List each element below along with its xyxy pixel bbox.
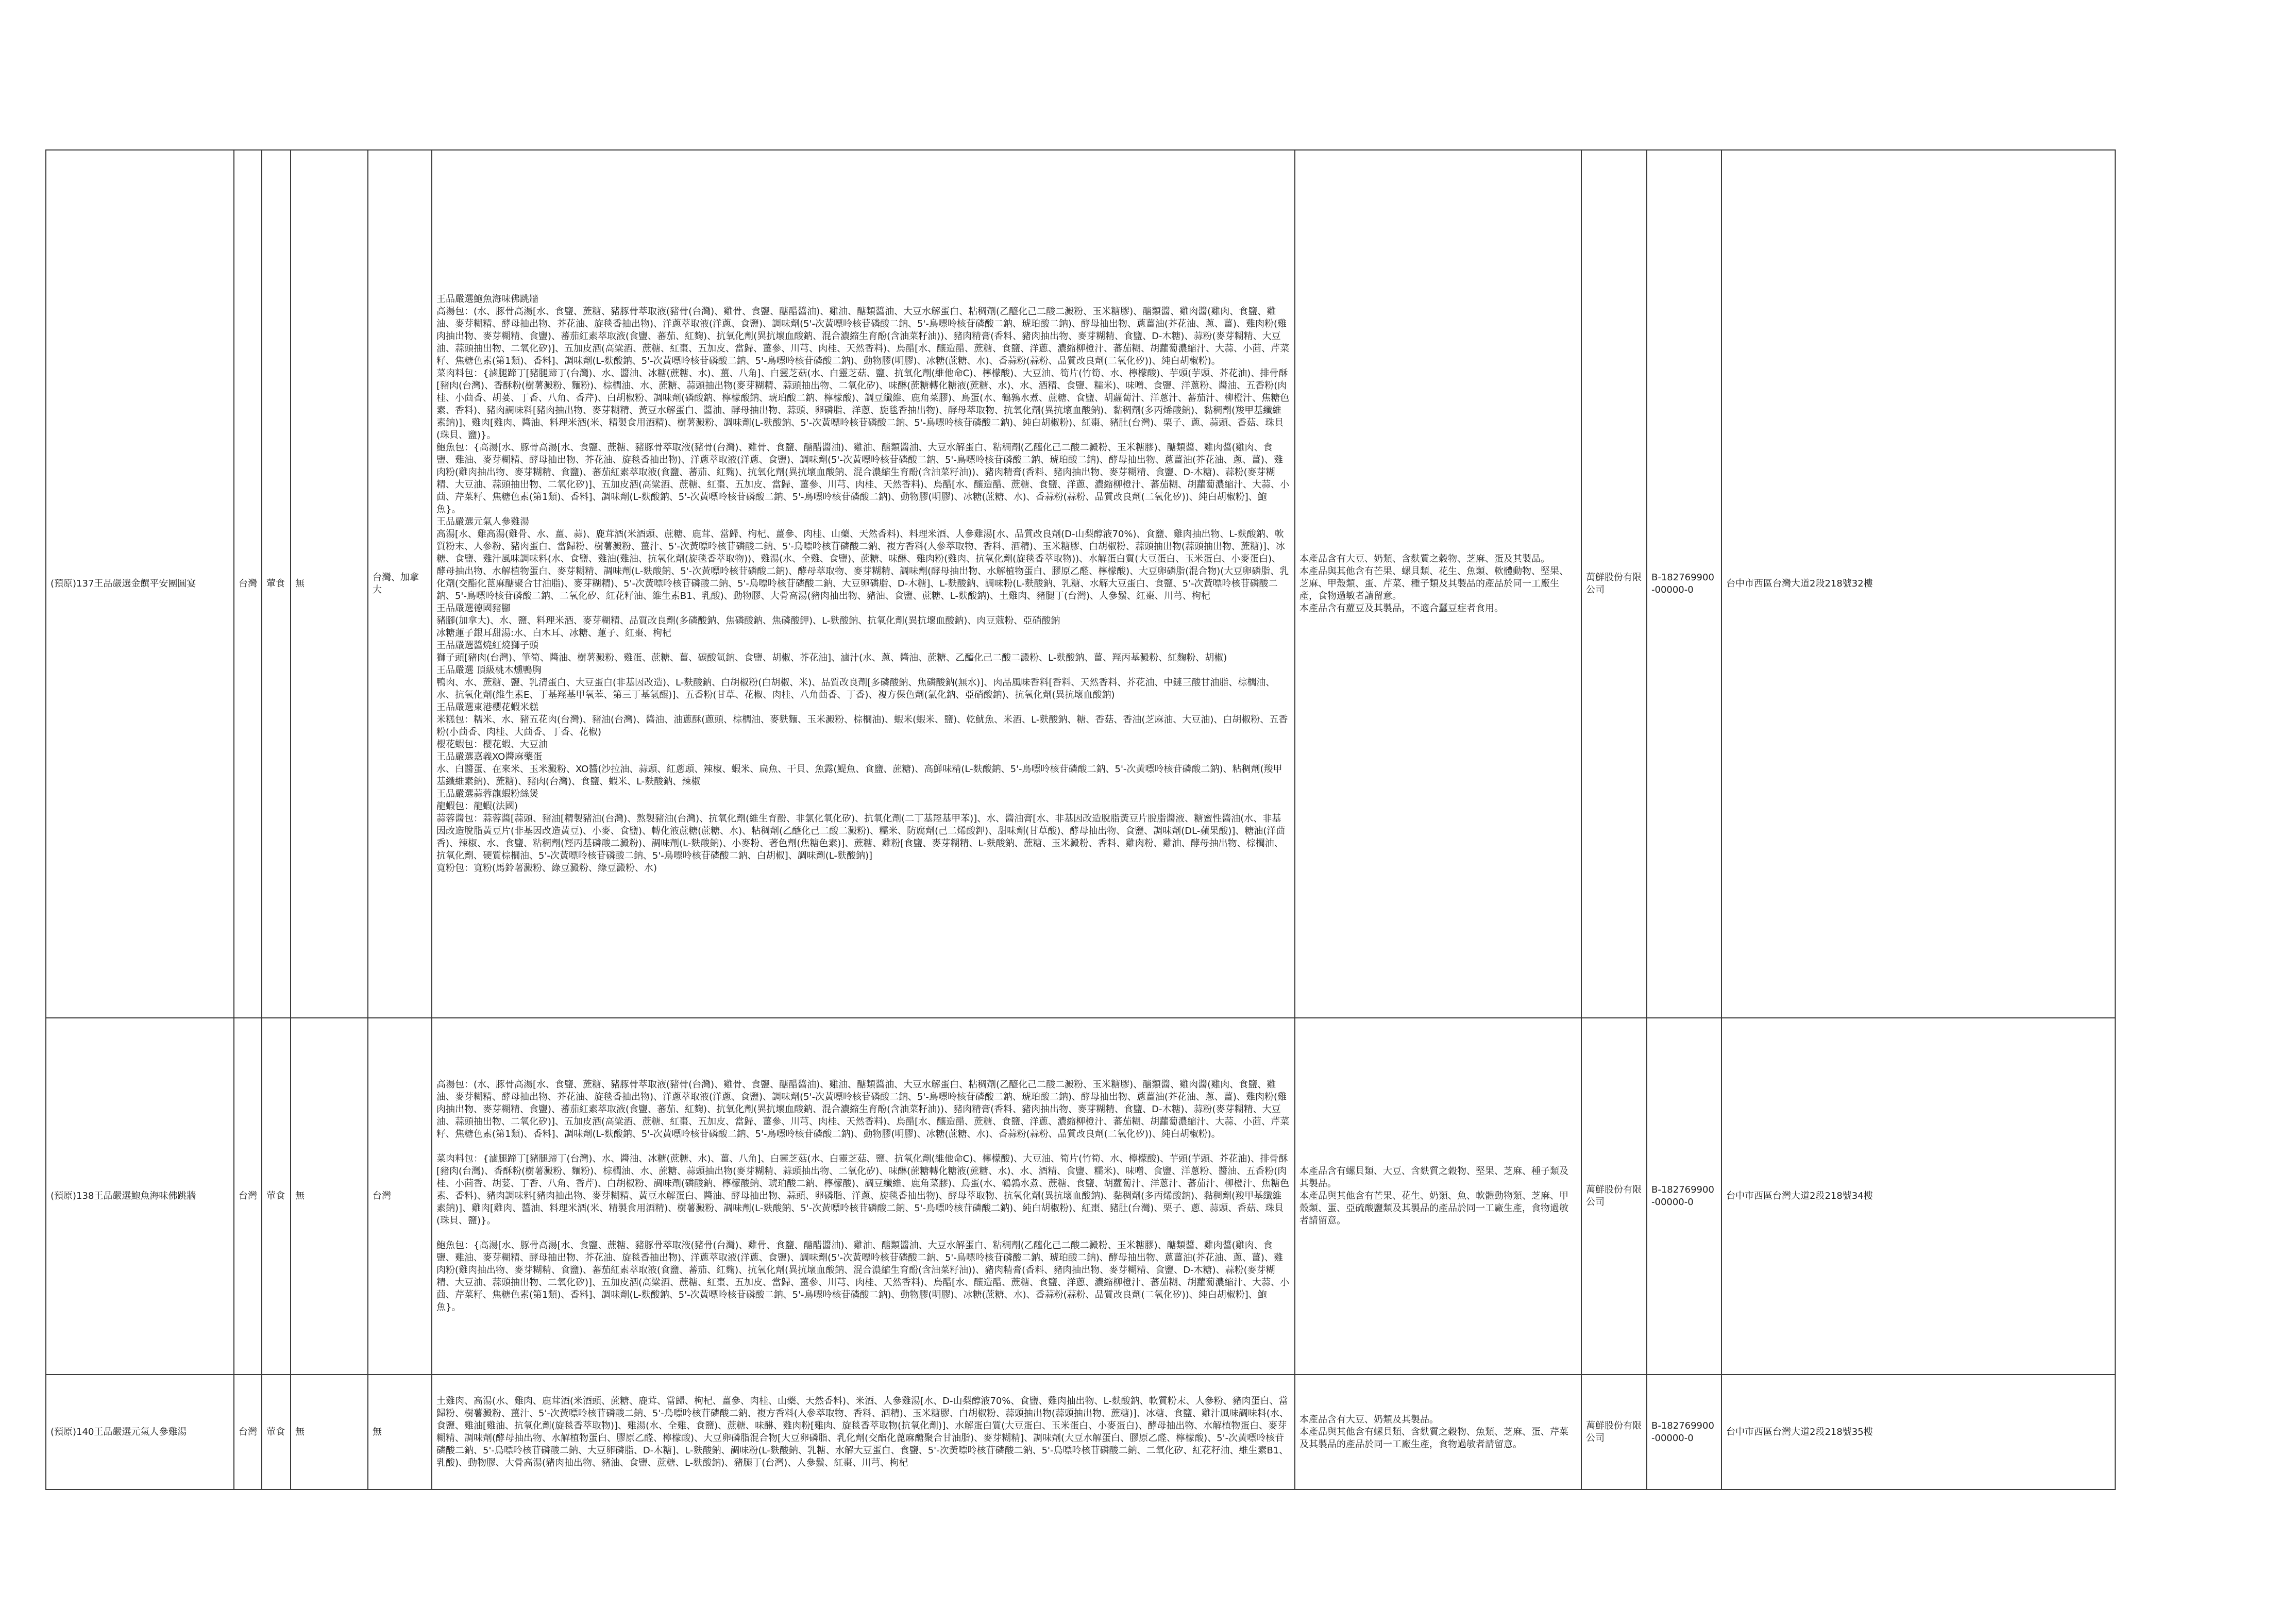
origin-cell: 台灣: [234, 1375, 262, 1489]
registration-cell: B-182769900-00000-0: [1647, 150, 1721, 1018]
ingredients-text: 土雞肉、高湯(水、雞肉、鹿茸酒(米酒頭、蔗糖、鹿茸、當歸、枸杞、薑參、肉桂、山藥、天然香料)、米酒、人參雞湯[水、D-山梨醇液70%、食鹽、雞肉抽出物、L-麩酸鈉、軟質粉末、人參粉、豬肉蛋白、當歸粉、樹薯澱粉、薑汁、5'-次黃嘌呤核苷磷酸二鈉、5'-鳥嘌呤核苷磷酸二鈉、複方香料(人參萃取物、香料、酒精)、玉米糖膠、白胡椒粉、蒜頭抽出物(蒜頭抽出物、蔗糖)]、冰糖、食鹽、雞汁風味調味料(水、食鹽、雞油[雞油、抗氧化劑(旋毯香萃取物)]、雞湯(水、全雞、食鹽)、蔗糖、味醂、雞肉粉[雞肉、旋毯香萃取物(抗氧化劑)]、水解蛋白質(大豆蛋白、玉米蛋白、小麥蛋白)、酵母抽出物、水解植物蛋白、麥芽糊精、調味劑(酵母抽出物、水解植物蛋白、膠原乙醛、檸檬酸)、大豆卵磷脂混合物[大豆卵磷脂、乳化劑(交酯化蓖麻醣聚合甘油脂)、麥芽糊精]、調味劑(大豆水解蛋白、膠原乙醛、檸檬酸)、5'-次黃嘌呤核苷磷酸二鈉、5'-鳥嘌呤核苷磷酸二鈉、大豆卵磷脂、D-木糖]、L-麩酸鈉、調味粉(L-麩酸鈉、乳糖、水解大豆蛋白、食鹽、5'-次黃嘌呤核苷磷酸二鈉、5'-鳥嘌呤核苷磷酸二鈉、二氧化矽、紅花籽油、維生素B1、乳酸)、動物膠、大骨高湯(豬肉抽出物、豬油、食鹽、蔗糖、L-麩酸鈉)、豬腿丁(台灣)、人參鬚、紅棗、川芎、枸杞: [436, 1395, 1289, 1468]
address-cell: 台中市西區台灣大道2段218號32樓: [1721, 150, 2115, 1018]
source-cell: 台灣: [368, 1018, 432, 1375]
table-row: [46, 1018, 2115, 1375]
origin-cell: 台灣: [234, 150, 262, 1018]
ingredients-cell: [432, 150, 1295, 1018]
table-row: [46, 150, 2115, 1018]
allergen-cell: [1295, 150, 1581, 1018]
product-name-cell: (預原)140王品嚴選元氣人參雞湯: [46, 1375, 234, 1489]
category-cell: 葷食: [262, 1018, 291, 1375]
company-cell: 萬鮮股份有限公司: [1581, 150, 1647, 1018]
table-row: [46, 1375, 2115, 1489]
product-name-cell: (預原)137王品嚴選金饌平安團圓宴: [46, 150, 234, 1018]
company-cell: 萬鮮股份有限公司: [1581, 1018, 1647, 1375]
allergen-text: 本產品含有大豆、奶類及其製品。 本產品與其他含有螺貝類、含麩質之穀物、魚類、芝麻、蛋、芹菜及其製品的產品於同一工廠生產，食物過敏者請留意。: [1299, 1414, 1568, 1450]
ingredients-text: 高湯包：(水、豚骨高湯[水、食鹽、蔗糖、豬豚骨萃取液(豬骨(台灣)、雞骨、食鹽、醣醋醬油)、雞油、醣類醬油、大豆水解蛋白、粘稠劑(乙醯化己二酸二澱粉、玉米糖膠)、醣類醬、雞肉醬(雞肉、食鹽、雞油、麥芽糊精、酵母抽出物、芥花油、旋毯香抽出物)、洋蔥萃取液(洋蔥、食鹽)、調味劑(5'-次黃嘌呤核苷磷酸二鈉、5'-鳥嘌呤核苷磷酸二鈉、琥珀酸二鈉)、酵母抽出物、蔥薑油(芥花油、蔥、薑)、雞肉粉(雞肉抽出物、麥芽糊精、食鹽)、蕃茄紅素萃取液(食鹽、蕃茄、紅麴)、抗氧化劑(異抗壞血酸鈉、混合濃縮生育酚(含油菜籽油))、豬肉精膏(香料、豬肉抽出物、麥芽糊精、食鹽、D-木糖)、蒜粉(麥芽糊精、大豆油、蒜頭抽出物、二氧化矽)]、五加皮酒(高粱酒、蔗糖、紅棗、五加皮、當歸、薑參、川芎、肉桂、天然香料)、烏醋[水、釀造醋、蔗糖、食鹽、洋蔥、濃縮柳橙汁、蕃茄糊、胡蘿蔔濃縮汁、大蒜、小茴、芹菜籽、焦糖色素(第1類)、香料]、調味劑(L-麩酸鈉、5'-次黃嘌呤核苷磷酸二鈉、5'-鳥嘌呤核苷磷酸二鈉)、動物膠(明膠)、冰糖(蔗糖、水)、香蒜粉(蒜粉、品質改良劑(二氧化矽))、純白胡椒粉)。 菜肉料包：{滷腿蹄丁[豬腿蹄丁(台灣)、水、醬油、冰糖(蔗糖、水)、薑、八角]、白靈芝菇(水、白靈芝菇、鹽、抗氧化劑(維他命C)、檸檬酸)、大豆油、筍片(竹筍、水、檸檬酸)、芋頭(芋頭、芥花油)、排骨酥[豬肉(台灣)、香酥粉(樹薯澱粉、麵粉)、棕櫚油、水、蔗糖、蒜頭抽出物(麥芽糊精、蒜頭抽出物、二氧化矽)、味醂(蔗糖轉化糖液(蔗糖、水)、水、酒精、食鹽、糯米)、味噌、食鹽、洋蔥粉、醬油、五香粉(肉桂、小茴香、胡荽、丁香、八角、香芹)、白胡椒粉、調味劑(磷酸鈉、檸檬酸鈉、琥珀酸二鈉、檸檬酸)、調豆纖維、鹿角菜膠)、鳥蛋(水、鵪鶉水煮、蔗糖、食鹽、胡蘿蔔汁、洋蔥汁、蕃茄汁、柳橙汁、焦糖色素、香料)、豬肉調味料[豬肉抽出物、麥芽糊精、黃豆水解蛋白、醬油、酵母抽出物、蒜頭、卵磷脂、洋蔥、旋毯香抽出物)、酵母萃取物、抗氧化劑(異抗壞血酸鈉)、黏稠劑(多丙烯酸鈉)、黏稠劑(羧甲基纖維素鈉)]、雞肉[雞肉、醬油、料理米酒(米、精製食用酒精)、樹薯澱粉、調味劑(L-麩酸鈉、5'-次黃嘌呤核苷磷酸二鈉、5'-鳥嘌呤核苷磷酸二鈉)、純白胡椒粉)、紅棗、豬肚(台灣)、栗子、蔥、蒜頭、香菇、珠貝(珠貝、鹽)}。 鮑魚包：{高湯[水、豚骨高湯[水、食鹽、蔗糖、豬豚骨萃取液(豬骨(台灣)、雞骨、食鹽、醣醋醬油)、雞油、醣類醬油、大豆水解蛋白、粘稠劑(乙醯化己二酸二澱粉、玉米糖膠)、醣類醬、雞肉醬(雞肉、食鹽、雞油、麥芽糊精、酵母抽出物、芥花油、旋毯香抽出物)、洋蔥萃取液(洋蔥、食鹽)、調味劑(5'-次黃嘌呤核苷磷酸二鈉、5'-鳥嘌呤核苷磷酸二鈉、琥珀酸二鈉)、酵母抽出物、蔥薑油(芥花油、蔥、薑)、雞肉粉(雞肉抽出物、麥芽糊精、食鹽)、蕃茄紅素萃取液(食鹽、蕃茄、紅麴)、抗氧化劑(異抗壞血酸鈉、混合濃縮生育酚(含油菜籽油))、豬肉精膏(香料、豬肉抽出物、麥芽糊精、食鹽、D-木糖)、蒜粉(麥芽糊精、大豆油、蒜頭抽出物、二氧化矽)]、五加皮酒(高粱酒、蔗糖、紅棗、五加皮、當歸、薑參、川芎、肉桂、天然香料)、烏醋[水、釀造醋、蔗糖、食鹽、洋蔥、濃縮柳橙汁、蕃茄糊、胡蘿蔔濃縮汁、大蒜、小茴、芹菜籽、焦糖色素(第1類)、香料]、調味劑(L-麩酸鈉、5'-次黃嘌呤核苷磷酸二鈉、5'-鳥嘌呤核苷磷酸二鈉)、動物膠(明膠)、冰糖(蔗糖、水)、香蒜粉(蒜粉、品質改良劑(二氧化矽))、純白胡椒粉]、鮑魚}。: [436, 1079, 1290, 1313]
allergen-text: 本產品含有螺貝類、大豆、含麩質之穀物、堅果、芝麻、種子類及其製品。 本產品與其他含有芒果、花生、奶類、魚、軟體動物類、芝麻、甲殼類、蛋、亞硫酸鹽類及其製品的產品於同一工廠生產，食物過敏者請留意。: [1299, 1166, 1568, 1226]
ingredients-cell: [432, 1375, 1295, 1489]
registration-cell: B-182769900-00000-0: [1647, 1375, 1721, 1489]
product-name-cell: (預原)138王品嚴選鮑魚海味佛跳牆: [46, 1018, 234, 1375]
marker-cell: 無: [291, 150, 368, 1018]
allergen-cell: [1295, 1018, 1581, 1375]
marker-cell: 無: [291, 1018, 368, 1375]
registration-cell: B-182769900-00000-0: [1647, 1018, 1721, 1375]
category-cell: 葷食: [262, 150, 291, 1018]
ingredients-text: 王品嚴選鮑魚海味佛跳牆 高湯包：(水、豚骨高湯[水、食鹽、蔗糖、豬豚骨萃取液(豬骨(台灣)、雞骨、食鹽、醣醋醬油)、雞油、醣類醬油、大豆水解蛋白、粘稠劑(乙醯化己二酸二澱粉、玉米糖膠)、醣類醬、雞肉醬(雞肉、食鹽、雞油、麥芽糊精、酵母抽出物、芥花油、旋毯香抽出物)、洋蔥萃取液(洋蔥、食鹽)、調味劑(5'-次黃嘌呤核苷磷酸二鈉、5'-鳥嘌呤核苷磷酸二鈉、琥珀酸二鈉)、酵母抽出物、蔥薑油(芥花油、蔥、薑)、雞肉粉(雞肉抽出物、麥芽糊精、食鹽)、蕃茄紅素萃取液(食鹽、蕃茄、紅麴)、抗氧化劑(異抗壞血酸鈉、混合濃縮生育酚(含油菜籽油))、豬肉精膏(香料、豬肉抽出物、麥芽糊精、食鹽、D-木糖)、蒜粉(麥芽糊精、大豆油、蒜頭抽出物、二氧化矽)]、五加皮酒(高粱酒、蔗糖、紅棗、五加皮、當歸、薑參、川芎、肉桂、天然香料)、烏醋[水、釀造醋、蔗糖、食鹽、洋蔥、濃縮柳橙汁、蕃茄糊、胡蘿蔔濃縮汁、大蒜、小茴、芹菜籽、焦糖色素(第1類)、香料]、調味劑(L-麩酸鈉、5'-次黃嘌呤核苷磷酸二鈉、5'-鳥嘌呤核苷磷酸二鈉)、動物膠(明膠)、冰糖(蔗糖、水)、香蒜粉(蒜粉、品質改良劑(二氧化矽))、純白胡椒粉)。 菜肉料包：{滷腿蹄丁[豬腿蹄丁(台灣)、水、醬油、冰糖(蔗糖、水)、薑、八角]、白靈芝菇(水、白靈芝菇、鹽、抗氧化劑(維他命C)、檸檬酸)、大豆油、筍片(竹筍、水、檸檬酸)、芋頭(芋頭、芥花油)、排骨酥[豬肉(台灣)、香酥粉(樹薯澱粉、麵粉)、棕櫚油、水、蔗糖、蒜頭抽出物(麥芽糊精、蒜頭抽出物、二氧化矽)、味醂(蔗糖轉化糖液(蔗糖、水)、水、酒精、食鹽、糯米)、味噌、食鹽、洋蔥粉、醬油、五香粉(肉桂、小茴香、胡荽、丁香、八角、香芹)、白胡椒粉、調味劑(磷酸鈉、檸檬酸鈉、琥珀酸二鈉、檸檬酸)、調豆纖維、鹿角菜膠)、鳥蛋(水、鵪鶉水煮、蔗糖、食鹽、胡蘿蔔汁、洋蔥汁、蕃茄汁、柳橙汁、焦糖色素、香料)、豬肉調味料[豬肉抽出物、麥芽糊精、黃豆水解蛋白、醬油、酵母抽出物、蒜頭、卵磷脂、洋蔥、旋毯香抽出物)、酵母萃取物、抗氧化劑(異抗壞血酸鈉)、黏稠劑(多丙烯酸鈉)、黏稠劑(羧甲基纖維素鈉)]、雞肉[雞肉、醬油、料理米酒(米、精製食用酒精)、樹薯澱粉、調味劑(L-麩酸鈉、5'-次黃嘌呤核苷磷酸二鈉、5'-鳥嘌呤核苷磷酸二鈉)、純白胡椒粉)、紅棗、豬肚(台灣)、栗子、蔥、蒜頭、香菇、珠貝(珠貝、鹽)}。 鮑魚包：{高湯[水、豚骨高湯[水、食鹽、蔗糖、豬豚骨萃取液(豬骨(台灣)、雞骨、食鹽、醣醋醬油)、雞油、醣類醬油、大豆水解蛋白、粘稠劑(乙醯化己二酸二澱粉、玉米糖膠)、醣類醬、雞肉醬(雞肉、食鹽、雞油、麥芽糊精、酵母抽出物、芥花油、旋毯香抽出物)、洋蔥萃取液(洋蔥、食鹽)、調味劑(5'-次黃嘌呤核苷磷酸二鈉、5'-鳥嘌呤核苷磷酸二鈉、琥珀酸二鈉)、酵母抽出物、蔥薑油(芥花油、蔥、薑)、雞肉粉(雞肉抽出物、麥芽糊精、食鹽)、蕃茄紅素萃取液(食鹽、蕃茄、紅麴)、抗氧化劑(異抗壞血酸鈉、混合濃縮生育酚(含油菜籽油))、豬肉精膏(香料、豬肉抽出物、麥芽糊精、食鹽、D-木糖)、蒜粉(麥芽糊精、大豆油、蒜頭抽出物、二氧化矽)]、五加皮酒(高粱酒、蔗糖、紅棗、五加皮、當歸、薑參、川芎、肉桂、天然香料)、烏醋[水、釀造醋、蔗糖、食鹽、洋蔥、濃縮柳橙汁、蕃茄糊、胡蘿蔔濃縮汁、大蒜、小茴、芹菜籽、焦糖色素(第1類)、香料]、調味劑(L-麩酸鈉、5'-次黃嘌呤核苷磷酸二鈉、5'-鳥嘌呤核苷磷酸二鈉)、動物膠(明膠)、冰糖(蔗糖、水)、香蒜粉(蒜粉、品質改良劑(二氧化矽))、純白胡椒粉]、鮑魚}。 王品嚴選元氣人參雞湯 高湯[水、雞高湯(雞骨、水、薑、蒜)、鹿茸酒(米酒頭、蔗糖、鹿茸、當歸、枸杞、薑參、肉桂、山藥、天然香料)、料理米酒、人參雞湯[水、品質改良劑(D-山梨醇液70%)、食鹽、雞肉抽出物、L-麩酸鈉、軟質粉末、人參粉、豬肉蛋白、當歸粉、樹薯澱粉、薑汁、5'-次黃嘌呤核苷磷酸二鈉、5'-鳥嘌呤核苷磷酸二鈉、複方香料(人參萃取物、香料、酒精)、玉米糖膠、白胡椒粉、蒜頭抽出物(蒜頭抽出物、蔗糖)]、冰糖、食鹽、雞汁風味調味料(水、食鹽、雞油(雞油、抗氧化劑(旋毯香萃取物))、雞湯(水、全雞、食鹽)、蔗糖、味醂、雞肉粉(雞肉、抗氧化劑(旋毯香萃取物))、水解蛋白質(大豆蛋白、玉米蛋白、小麥蛋白)、酵母抽出物、水解植物蛋白、麥芽糊精、調味劑(L-麩酸鈉、5'-次黃嘌呤核苷磷酸二鈉)、酵母萃取物、麥芽糊精、調味劑(酵母抽出物、水解植物蛋白、膠原乙醛、檸檬酸)、大豆卵磷脂(混合物)(大豆卵磷脂、乳化劑(交酯化蓖麻醣聚合甘油脂)、麥芽糊精)、5'-次黃嘌呤核苷磷酸二鈉、5'-鳥嘌呤核苷磷酸二鈉、大豆卵磷脂、D-木糖]、L-麩酸鈉、調味粉(L-麩酸鈉、乳糖、水解大豆蛋白、食鹽、5'-次黃嘌呤核苷磷酸二鈉、5'-鳥嘌呤核苷磷酸二鈉、二氧化矽、紅花籽油、維生素B1、乳酸)、動物膠、大骨高湯(豬肉抽出物、豬油、食鹽、蔗糖、L-麩酸鈉)、土雞肉、豬腿丁(台灣)、人參鬚、紅棗、川芎、枸杞 王品嚴選德國豬腳 豬腳(加拿大)、水、鹽、料理米酒、麥芽糊精、品質改良劑(多磷酸鈉、焦磷酸鈉、焦磷酸鉀)、L-麩酸鈉、抗氧化劑(異抗壞血酸鈉)、肉豆蔻粉、亞硝酸鈉 冰糖蓮子銀耳甜湯:水、白木耳、冰糖、蓮子、紅棗、枸杞 王品嚴選醬燒紅燒獅子頭 獅子頭[豬肉(台灣)、筆筍、醬油、樹薯澱粉、雞蛋、蔗糖、薑、碳酸氫鈉、食鹽、胡椒、芥花油]、滷汁(水、蔥、醬油、蔗糖、乙醯化己二酸二澱粉、L-麩酸鈉、薑、羥丙基澱粉、紅麴粉、胡椒) 王品嚴選 頂級桃木燻鴨胸 鴨肉、水、蔗糖、鹽、乳清蛋白、大豆蛋白(非基因改造)、L-麩酸鈉、白胡椒粉(白胡椒、米)、品質改良劑[多磷酸鈉、焦磷酸鈉(無水)]、肉品風味香料[香料、天然香料、芥花油、中鏈三酸甘油脂、棕櫚油、水、抗氧化劑(維生素E、丁基羥基甲氧苯、第三丁基氫醌)]、五香粉(甘草、花椒、肉桂、八角茴香、丁香)、複方保色劑(氯化鈉、亞硝酸鈉)、抗氧化劑(異抗壞血酸鈉) 王品嚴選東港櫻花蝦米糕 米糕包：糯米、水、豬五花肉(台灣)、豬油(台灣)、醬油、油蔥酥(蔥頭、棕櫚油、麥麩麵、玉米澱粉、棕櫚油)、蝦米(蝦米、鹽)、乾魷魚、米酒、L-麩酸鈉、糖、香菇、香油(芝麻油、大豆油)、白胡椒粉、五香粉(小茴香、肉桂、大茴香、丁香、花椒) 櫻花蝦包：櫻花蝦、大豆油 王品嚴選嘉義XO醬麻藥蛋 水、白醬蛋、在來米、玉米澱粉、XO醬(沙拉油、蒜頭、紅蔥頭、辣椒、蝦米、扁魚、干貝、魚露(鯷魚、食鹽、蔗糖)、高鮮味精(L-麩酸鈉、5'-鳥嘌呤核苷磷酸二鈉、5'-次黃嘌呤核苷磷酸二鈉)、粘稠劑(羧甲基纖維素鈉)、蔗糖)、豬肉(台灣)、食鹽、蝦米、L-麩酸鈉、辣椒 王品嚴選蒜蓉龍蝦粉絲煲 龍蝦包：龍蝦(法國) 蒜蓉醬包：蒜蓉醬[蒜頭、豬油[精製豬油(台灣)、熬製豬油(台灣)、抗氧化劑(維生育酚、非氯化氧化矽)、抗氧化劑(二丁基羥基甲苯)]、水、醬油膏[水、非基因改造脫脂黃豆片脫脂醬液、糖蜜性醬油(水、非基因改造脫脂黃豆片(非基因改造黃豆)、小麥、食鹽)、轉化液蔗糖(蔗糖、水)、粘稠劑(乙醯化己二酸二澱粉)、糯米、防腐劑(己二烯酸鉀)、甜味劑(甘草酸)、酵母抽出物、食鹽、調味劑(DL-蘋果酸)]、糖油(洋茴香)、辣椒、水、食鹽、粘稠劑(羥丙基磷酸二澱粉)、調味劑(L-麩酸鈉)、小麥粉、著色劑(焦糖色素)]、蔗糖、雞粉[食鹽、麥芽糊精、L-麩酸鈉、蔗糖、玉米澱粉、香料、雞肉粉、雞油、酵母抽出物、棕櫚油、抗氧化劑、硬質棕櫚油、5'-次黃嘌呤核苷磷酸二鈉、5'-鳥嘌呤核苷磷酸二鈉、白胡椒]、調味劑(L-麩酸鈉)] 寬粉包：寬粉(馬鈴薯澱粉、綠豆澱粉、綠豆澱粉、水): [436, 294, 1290, 874]
allergen-text: 本產品含有大豆、奶類、含麩質之穀物、芝麻、蛋及其製品。 本產品與其他含有芒果、螺貝類、花生、魚類、軟體動物、堅果、芝麻、甲殼類、蛋、芹菜、種子類及其製品的產品於同一工廠生產，食物過敏者請留意。 本產品含有蘿豆及其製品，不適合蠶豆症者食用。: [1299, 554, 1568, 614]
source-cell: 無: [368, 1375, 432, 1489]
address-cell: 台中市西區台灣大道2段218號35樓: [1721, 1375, 2115, 1489]
category-cell: 葷食: [262, 1375, 291, 1489]
company-cell: 萬鮮股份有限公司: [1581, 1375, 1647, 1489]
origin-cell: 台灣: [234, 1018, 262, 1375]
allergen-cell: [1295, 1375, 1581, 1489]
source-cell: 台灣、加拿大: [368, 150, 432, 1018]
product-info-table: [45, 149, 2116, 1490]
address-cell: 台中市西區台灣大道2段218號34樓: [1721, 1018, 2115, 1375]
marker-cell: 無: [291, 1375, 368, 1489]
ingredients-cell: [432, 1018, 1295, 1375]
